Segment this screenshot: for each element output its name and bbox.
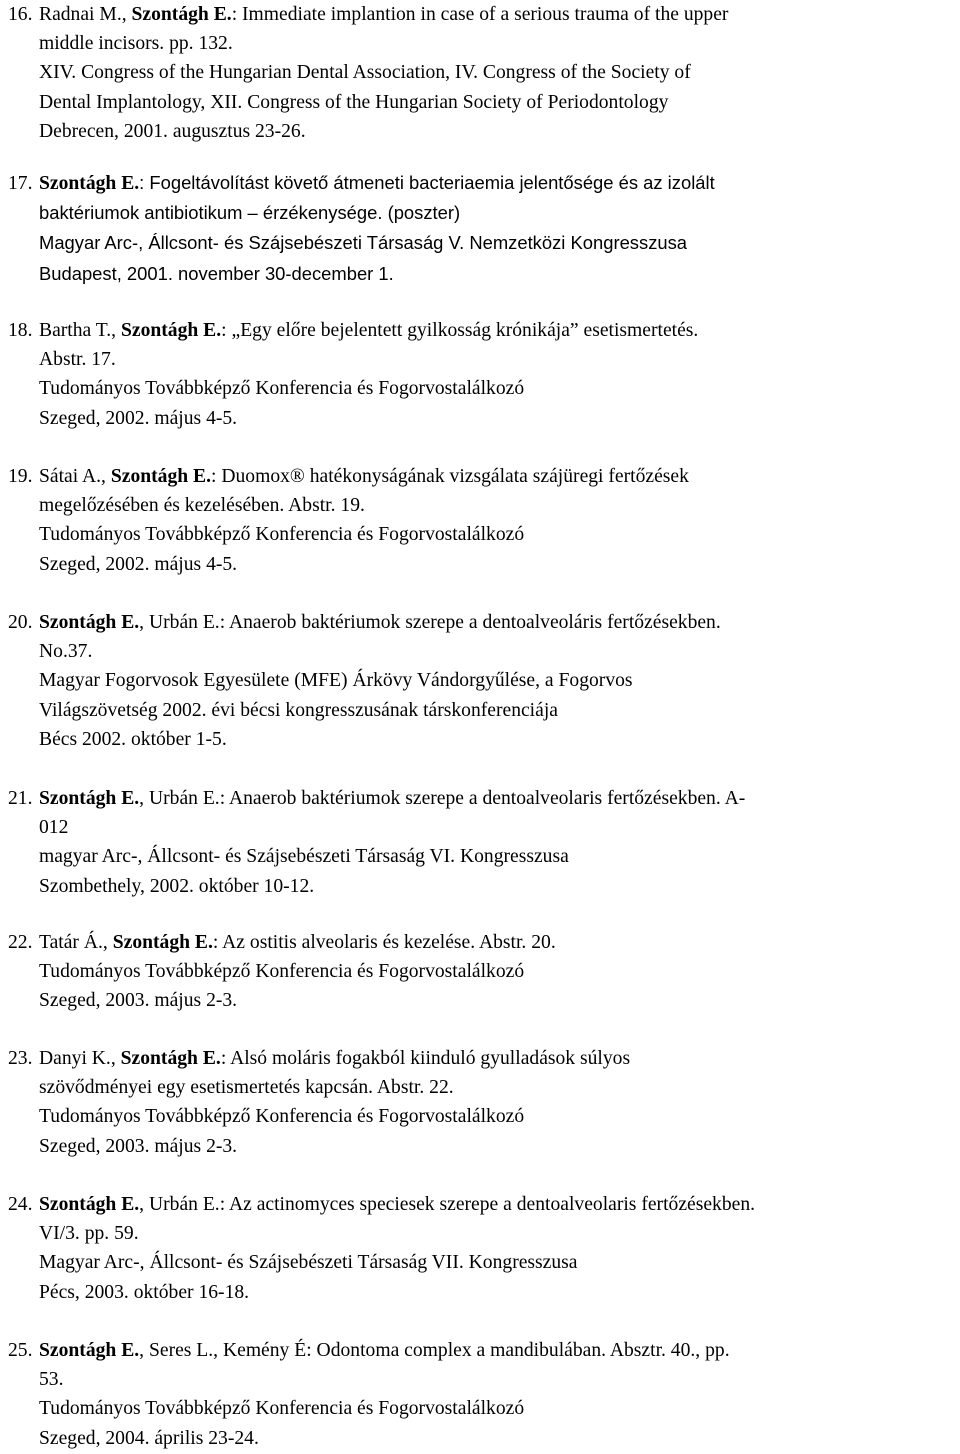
- entry-line: [8, 1219, 956, 1248]
- text-segment: No.37.: [39, 641, 93, 663]
- text-segment: Szeged, 2003. május 2-3.: [39, 1135, 238, 1157]
- entry-19: [8, 462, 956, 579]
- text-segment: Világszövetség 2002. évi bécsi kongresszusának társkonferenciája: [39, 699, 558, 721]
- text-segment: Danyi K.,: [39, 1048, 121, 1069]
- text-segment: : Az ostitis alveolaris és kezelése. Abstr. 20.: [212, 932, 556, 953]
- text-segment: baktériumok antibiotikum – érzékenysége. (poszter): [39, 202, 461, 224]
- text-segment: Pécs, 2003. október 16-18.: [39, 1281, 250, 1303]
- text-segment: VI/3. pp. 59.: [39, 1223, 139, 1245]
- text-segment: Szombethely, 2002. október 10-12.: [39, 875, 315, 897]
- text-segment: Szeged, 2002. május 4-5.: [39, 553, 238, 575]
- text-segment: Szeged, 2004. április 23-24.: [39, 1427, 259, 1449]
- entry-23: [8, 1044, 956, 1161]
- text-segment: Tudományos Továbbképző Konferencia és Fogorvostalálkozó: [39, 1398, 525, 1420]
- entry-18: [8, 316, 956, 433]
- text-segment: Tudományos Továbbképző Konferencia és Fogorvostalálkozó: [39, 524, 525, 546]
- entry-line: [8, 1394, 956, 1423]
- entry-24: [8, 1190, 956, 1307]
- entry-line: [8, 520, 956, 549]
- text-segment: Sátai A.,: [39, 466, 111, 487]
- entry-line: [8, 928, 956, 957]
- text-segment: Magyar Fogorvosok Egyesülete (MFE) Árkövy Vándorgyűlése, a Fogorvos: [39, 670, 633, 692]
- text-segment: 53.: [39, 1369, 64, 1391]
- author-highlight: Szontágh E.: [39, 1340, 140, 1361]
- entry-line: [8, 666, 956, 695]
- text-segment: , Urbán E.: Anaerob baktériumok szerepe a dentoalveoláris fertőzésekben.: [139, 612, 721, 633]
- entry-number: 23.: [8, 1048, 33, 1069]
- entry-line: [8, 872, 956, 901]
- entry-line: [8, 1278, 956, 1307]
- text-segment: : Fogeltávolítást követő átmeneti bacteriaemia jelentősége és az izolált: [139, 172, 715, 193]
- entry-line: [8, 0, 956, 29]
- text-segment: Bartha T.,: [39, 320, 121, 341]
- author-highlight: Szontágh E.: [39, 612, 140, 633]
- entry-line: [8, 374, 956, 403]
- text-segment: szövődményei egy esetismertetés kapcsán. Abstr. 22.: [39, 1077, 454, 1099]
- text-segment: , Urbán E.: Az actinomyces speciesek szerepe a dentoalveolaris fertőzésekben.: [139, 1194, 756, 1215]
- author-highlight: Szontágh E.: [39, 1194, 140, 1215]
- entry-line: [8, 696, 956, 725]
- text-segment: : Immediate implantion in case of a serious trauma of the upper: [231, 4, 729, 25]
- entry-line: [8, 1073, 956, 1102]
- text-segment: Magyar Arc-, Állcsont- és Szájsebészeti Társaság VII. Kongresszusa: [39, 1252, 578, 1274]
- author-highlight: Szontágh E.: [39, 788, 140, 809]
- entry-25: [8, 1336, 956, 1453]
- entry-line: [8, 550, 956, 579]
- entry-line: [8, 813, 956, 842]
- entry-line: [8, 345, 956, 374]
- entry-line: [8, 1190, 956, 1219]
- entry-line: [8, 198, 956, 228]
- entry-number: 20.: [8, 612, 33, 633]
- entry-line: [8, 1365, 956, 1394]
- text-segment: Tudományos Továbbképző Konferencia és Fogorvostalálkozó: [39, 378, 525, 400]
- entry-number: 19.: [8, 466, 33, 487]
- entry-line: [8, 316, 956, 345]
- entry-line: [8, 58, 956, 87]
- entry-number: 21.: [8, 788, 33, 809]
- entry-16: [8, 0, 956, 146]
- text-segment: XIV. Congress of the Hungarian Dental Association, IV. Congress of the Society of: [39, 62, 691, 84]
- entry-line: [8, 1248, 956, 1277]
- entry-number: 16.: [8, 4, 33, 25]
- author-highlight: Szontágh E.: [120, 320, 222, 341]
- text-segment: , Seres L., Kemény É: Odontoma complex a mandibulában. Absztr. 40., pp.: [139, 1340, 730, 1361]
- entry-line: [8, 1044, 956, 1073]
- text-segment: Szeged, 2002. május 4-5.: [39, 407, 238, 429]
- entry-line: [8, 259, 956, 289]
- entry-line: [8, 725, 956, 754]
- entry-number: 17.: [8, 173, 33, 194]
- entry-line: [8, 1132, 956, 1161]
- text-segment: 012: [39, 817, 69, 839]
- text-segment: megelőzésében és kezelésében. Abstr. 19.: [39, 495, 365, 517]
- text-segment: , Urbán E.: Anaerob baktériumok szerepe a dentoalveolaris fertőzésekben. A-: [139, 788, 746, 809]
- entry-line: [8, 228, 956, 258]
- entry-number: 24.: [8, 1194, 33, 1215]
- entry-line: [8, 1424, 956, 1453]
- text-segment: Dental Implantology, XII. Congress of the Hungarian Society of Periodontology: [39, 91, 669, 113]
- entry-line: [8, 404, 956, 433]
- entry-line: [8, 29, 956, 58]
- text-segment: Tudományos Továbbképző Konferencia és Fogorvostalálkozó: [39, 1106, 525, 1128]
- entry-line: [8, 986, 956, 1015]
- text-segment: Bécs 2002. október 1-5.: [39, 728, 227, 750]
- entry-line: [8, 1336, 956, 1365]
- entry-number: 18.: [8, 320, 33, 341]
- text-segment: Abstr. 17.: [39, 349, 116, 371]
- entry-line: [8, 462, 956, 491]
- entry-21: [8, 784, 956, 901]
- entry-number: 22.: [8, 932, 33, 953]
- text-segment: : „Egy előre bejelentett gyilkosság krónikája” esetismertetés.: [221, 320, 699, 341]
- entry-line: [8, 88, 956, 117]
- entry-22: [8, 928, 956, 1016]
- entry-line: [8, 168, 956, 198]
- author-highlight: Szontágh E.: [131, 4, 232, 25]
- text-segment: Budapest, 2001. november 30-december 1.: [39, 262, 394, 284]
- entry-line: [8, 1102, 956, 1131]
- text-segment: Tatár Á.,: [39, 932, 113, 953]
- entry-line: [8, 842, 956, 871]
- text-segment: Szeged, 2003. május 2-3.: [39, 990, 238, 1012]
- author-highlight: Szontágh E.: [112, 932, 213, 953]
- author-highlight: Szontágh E.: [120, 1048, 221, 1069]
- entry-line: [8, 608, 956, 637]
- entry-20: [8, 608, 956, 754]
- entry-line: [8, 637, 956, 666]
- entry-line: [8, 957, 956, 986]
- author-highlight: Szontágh E.: [39, 173, 140, 194]
- entry-line: [8, 491, 956, 520]
- entry-17: [8, 168, 956, 289]
- text-segment: Radnai M.,: [39, 4, 132, 25]
- text-segment: magyar Arc-, Állcsont- és Szájsebészeti Társaság VI. Kongresszusa: [39, 846, 569, 868]
- text-segment: Magyar Arc-, Állcsont- és Szájsebészeti Társaság V. Nemzetközi Kongresszusa: [39, 232, 688, 254]
- author-highlight: Szontágh E.: [110, 466, 212, 487]
- entry-line: [8, 784, 956, 813]
- entry-number: 25.: [8, 1340, 33, 1361]
- text-segment: Debrecen, 2001. augusztus 23-26.: [39, 120, 306, 142]
- text-segment: : Alsó moláris fogakból kiinduló gyulladások súlyos: [220, 1048, 631, 1069]
- entry-line: [8, 117, 956, 146]
- text-segment: Tudományos Továbbképző Konferencia és Fogorvostalálkozó: [39, 961, 525, 983]
- text-segment: middle incisors. pp. 132.: [39, 33, 233, 55]
- text-segment: : Duomox® hatékonyságának vizsgálata szájüregi fertőzések: [211, 466, 689, 487]
